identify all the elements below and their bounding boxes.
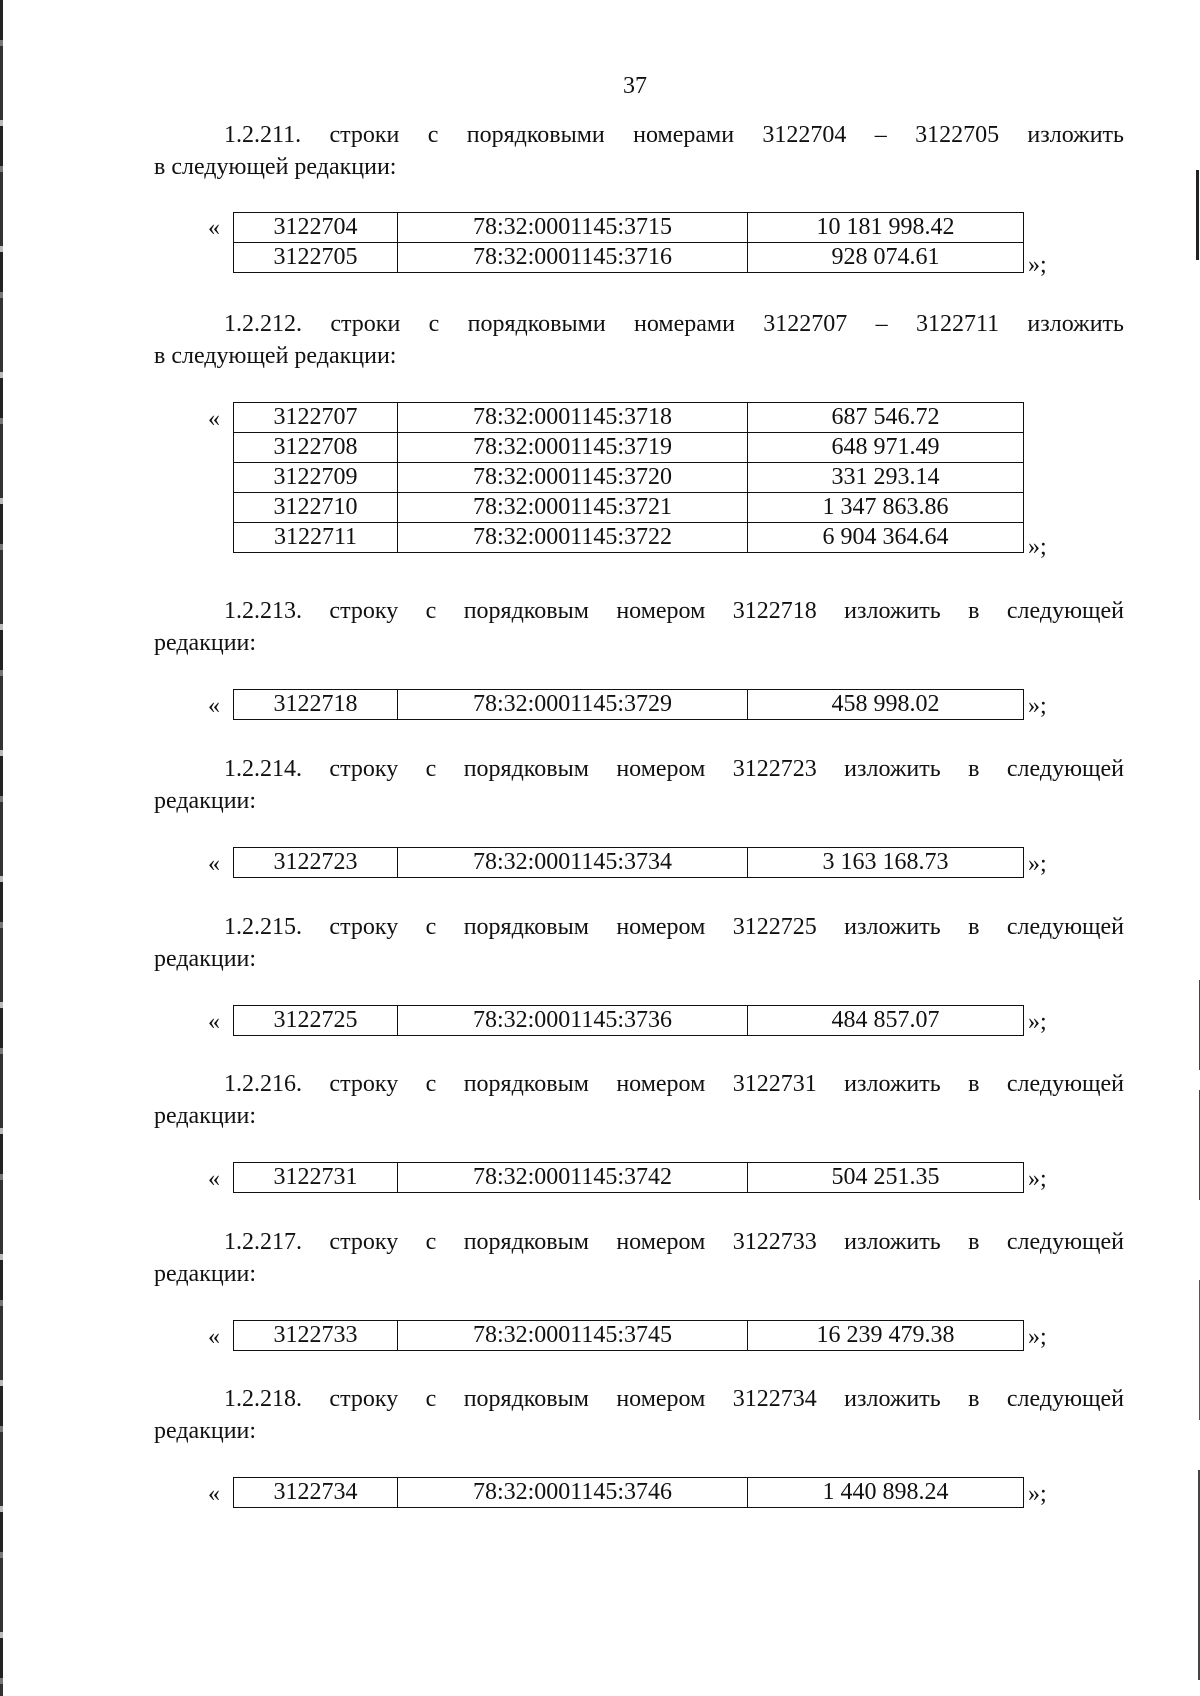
row-number-cell: 3122711 bbox=[234, 523, 398, 553]
table-row bbox=[234, 1163, 1024, 1193]
value-cell: 504 251.35 bbox=[748, 1163, 1024, 1193]
row-number-cell: 3122725 bbox=[234, 1006, 398, 1036]
value-cell: 458 998.02 bbox=[748, 690, 1024, 720]
paragraph-line: 1.2.215. строку с порядковым номером 3122725 изложить в следующей bbox=[224, 914, 1124, 940]
close-quote: »; bbox=[1028, 1324, 1047, 1350]
table-row bbox=[234, 463, 1024, 493]
table-row bbox=[234, 1321, 1024, 1351]
close-quote: »; bbox=[1028, 252, 1047, 278]
paragraph-line: редакции: bbox=[154, 1103, 257, 1129]
cadastral-number-cell: 78:32:0001145:3736 bbox=[398, 1006, 748, 1036]
paragraph-1-2-218 bbox=[154, 1383, 1124, 1447]
table-row bbox=[234, 403, 1024, 433]
close-quote: »; bbox=[1028, 1166, 1047, 1192]
value-cell: 1 347 863.86 bbox=[748, 493, 1024, 523]
cadastral-number-cell: 78:32:0001145:3715 bbox=[398, 213, 748, 243]
table-row bbox=[234, 433, 1024, 463]
paragraph-line: 1.2.216. строку с порядковым номером 3122731 изложить в следующей bbox=[224, 1071, 1124, 1097]
paragraph-line: 1.2.212. строки с порядковыми номерами 3122707 – 3122711 изложить bbox=[224, 311, 1124, 337]
row-number-cell: 3122731 bbox=[234, 1163, 398, 1193]
table-row bbox=[234, 848, 1024, 878]
value-cell: 16 239 479.38 bbox=[748, 1321, 1024, 1351]
table-row bbox=[234, 213, 1024, 243]
cadastral-number-cell: 78:32:0001145:3720 bbox=[398, 463, 748, 493]
row-number-cell: 3122710 bbox=[234, 493, 398, 523]
amendment-table bbox=[233, 689, 1024, 720]
amendment-table bbox=[233, 212, 1024, 273]
cadastral-number-cell: 78:32:0001145:3719 bbox=[398, 433, 748, 463]
open-quote: « bbox=[208, 1324, 220, 1350]
paragraph-1-2-214 bbox=[154, 753, 1124, 817]
cadastral-number-cell: 78:32:0001145:3742 bbox=[398, 1163, 748, 1193]
table-row bbox=[234, 1006, 1024, 1036]
paragraph-1-2-211 bbox=[154, 119, 1124, 183]
table-row bbox=[234, 243, 1024, 273]
paragraph-line: редакции: bbox=[154, 630, 257, 656]
close-quote: »; bbox=[1028, 851, 1047, 877]
table-row bbox=[234, 690, 1024, 720]
cadastral-number-cell: 78:32:0001145:3718 bbox=[398, 403, 748, 433]
open-quote: « bbox=[208, 406, 220, 432]
value-cell: 648 971.49 bbox=[748, 433, 1024, 463]
cadastral-number-cell: 78:32:0001145:3721 bbox=[398, 493, 748, 523]
paragraph-line: в следующей редакции: bbox=[154, 343, 397, 369]
row-number-cell: 3122709 bbox=[234, 463, 398, 493]
table-row bbox=[234, 523, 1024, 553]
cadastral-number-cell: 78:32:0001145:3734 bbox=[398, 848, 748, 878]
row-number-cell: 3122723 bbox=[234, 848, 398, 878]
paragraph-line: 1.2.217. строку с порядковым номером 3122733 изложить в следующей bbox=[224, 1229, 1124, 1255]
open-quote: « bbox=[208, 693, 220, 719]
value-cell: 10 181 998.42 bbox=[748, 213, 1024, 243]
open-quote: « bbox=[208, 215, 220, 241]
value-cell: 687 546.72 bbox=[748, 403, 1024, 433]
scan-edge-left bbox=[0, 0, 3, 1696]
paragraph-1-2-212 bbox=[154, 308, 1124, 372]
row-number-cell: 3122704 bbox=[234, 213, 398, 243]
cadastral-number-cell: 78:32:0001145:3729 bbox=[398, 690, 748, 720]
value-cell: 6 904 364.64 bbox=[748, 523, 1024, 553]
open-quote: « bbox=[208, 1166, 220, 1192]
scan-edge-right bbox=[1196, 170, 1199, 260]
row-number-cell: 3122705 bbox=[234, 243, 398, 273]
open-quote: « bbox=[208, 1009, 220, 1035]
paragraph-line: 1.2.213. строку с порядковым номером 3122718 изложить в следующей bbox=[224, 598, 1124, 624]
paragraph-line: 1.2.218. строку с порядковым номером 3122734 изложить в следующей bbox=[224, 1386, 1124, 1412]
paragraph-line: 1.2.211. строки с порядковыми номерами 3122704 – 3122705 изложить bbox=[224, 122, 1124, 148]
close-quote: »; bbox=[1028, 693, 1047, 719]
amendment-table bbox=[233, 402, 1024, 553]
row-number-cell: 3122708 bbox=[234, 433, 398, 463]
close-quote: »; bbox=[1028, 534, 1047, 560]
value-cell: 3 163 168.73 bbox=[748, 848, 1024, 878]
paragraph-1-2-213 bbox=[154, 595, 1124, 659]
paragraph-1-2-215 bbox=[154, 911, 1124, 975]
row-number-cell: 3122707 bbox=[234, 403, 398, 433]
amendment-table bbox=[233, 1162, 1024, 1193]
row-number-cell: 3122733 bbox=[234, 1321, 398, 1351]
cadastral-number-cell: 78:32:0001145:3716 bbox=[398, 243, 748, 273]
open-quote: « bbox=[208, 851, 220, 877]
paragraph-line: редакции: bbox=[154, 1261, 257, 1287]
amendment-table bbox=[233, 1477, 1024, 1508]
value-cell: 331 293.14 bbox=[748, 463, 1024, 493]
row-number-cell: 3122734 bbox=[234, 1478, 398, 1508]
paragraph-line: редакции: bbox=[154, 946, 257, 972]
paragraph-1-2-216 bbox=[154, 1068, 1124, 1132]
page-number: 37 bbox=[623, 73, 647, 99]
close-quote: »; bbox=[1028, 1481, 1047, 1507]
close-quote: »; bbox=[1028, 1009, 1047, 1035]
amendment-table bbox=[233, 1005, 1024, 1036]
paragraph-line: редакции: bbox=[154, 788, 257, 814]
amendment-table bbox=[233, 1320, 1024, 1351]
table-row bbox=[234, 1478, 1024, 1508]
value-cell: 928 074.61 bbox=[748, 243, 1024, 273]
open-quote: « bbox=[208, 1481, 220, 1507]
amendment-table bbox=[233, 847, 1024, 878]
paragraph-line: 1.2.214. строку с порядковым номером 3122723 изложить в следующей bbox=[224, 756, 1124, 782]
paragraph-line: в следующей редакции: bbox=[154, 154, 397, 180]
cadastral-number-cell: 78:32:0001145:3722 bbox=[398, 523, 748, 553]
table-row bbox=[234, 493, 1024, 523]
value-cell: 484 857.07 bbox=[748, 1006, 1024, 1036]
paragraph-1-2-217 bbox=[154, 1226, 1124, 1290]
value-cell: 1 440 898.24 bbox=[748, 1478, 1024, 1508]
paragraph-line: редакции: bbox=[154, 1418, 257, 1444]
row-number-cell: 3122718 bbox=[234, 690, 398, 720]
cadastral-number-cell: 78:32:0001145:3746 bbox=[398, 1478, 748, 1508]
cadastral-number-cell: 78:32:0001145:3745 bbox=[398, 1321, 748, 1351]
